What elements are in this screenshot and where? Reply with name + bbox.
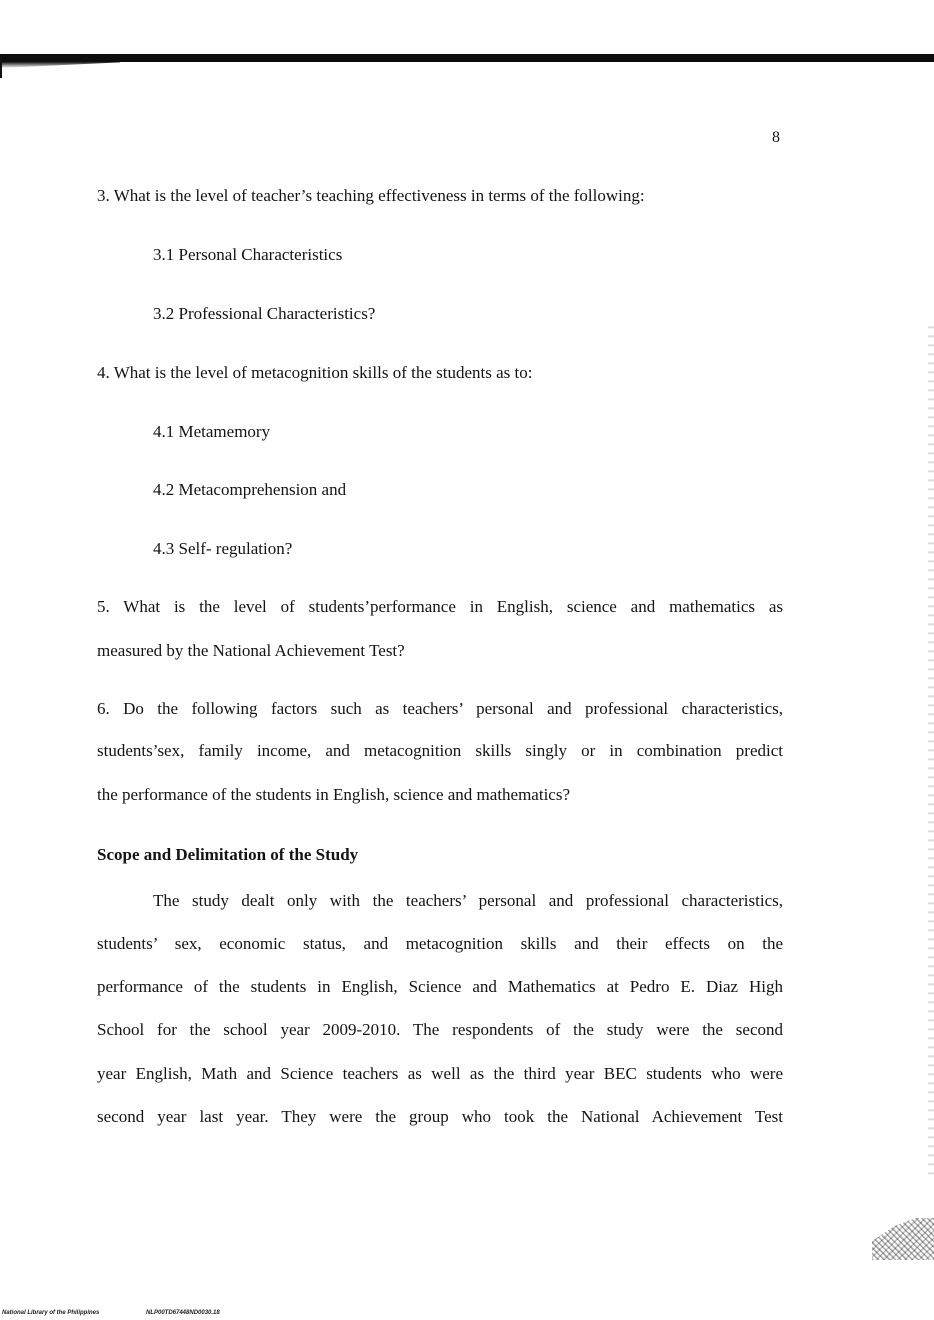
scan-corner-noise [872,1218,934,1260]
scope-paragraph-line-1: The study dealt only with the teachers’ personal and professional characteristics, [153,891,783,910]
scope-paragraph-line-3: performance of the students in English, Science and Mathematics at Pedro E. Diaz High [97,977,783,996]
question-4-1: 4.1 Metamemory [153,422,271,441]
footer-document-id: NLP00TD67448ND0030.18 [146,1310,220,1316]
page-number: 8 [772,129,780,146]
question-4: 4. What is the level of metacognition skills of the students as to: [97,363,533,382]
question-6-line-2: students’sex, family income, and metacognition skills singly or in combination predict [97,741,783,760]
section-heading: Scope and Delimitation of the Study [97,845,359,864]
scan-edge-noise [928,320,934,1180]
question-3: 3. What is the level of teacher’s teaching effectiveness in terms of the following: [97,186,645,205]
question-3-2: 3.2 Professional Characteristics? [153,304,376,323]
question-5-line-2: measured by the National Achievement Test? [97,641,405,660]
top-scan-rule [0,54,934,62]
question-3-1: 3.1 Personal Characteristics [153,245,343,264]
scope-paragraph-line-6: second year last year. They were the group who took the National Achievement Test [97,1107,783,1126]
question-4-3: 4.3 Self- regulation? [153,539,293,558]
footer-library-label: National Library of the Philippines [2,1310,100,1316]
question-6-line-3: the performance of the students in English, science and mathematics? [97,785,571,804]
scope-paragraph-line-4: School for the school year 2009-2010. The respondents of the study were the second [97,1020,783,1039]
question-5-line-1: 5. What is the level of students’performance in English, science and mathematics as [97,597,783,616]
left-scan-mark [0,56,2,78]
top-scan-rule-taper [0,54,120,68]
scope-paragraph-line-5: year English, Math and Science teachers as well as the third year BEC students who were [97,1064,783,1083]
question-6-line-1: 6. Do the following factors such as teachers’ personal and professional characteristics, [97,699,783,718]
question-4-2: 4.2 Metacomprehension and [153,480,347,499]
scope-paragraph-line-2: students’ sex, economic status, and metacognition skills and their effects on the [97,934,783,953]
